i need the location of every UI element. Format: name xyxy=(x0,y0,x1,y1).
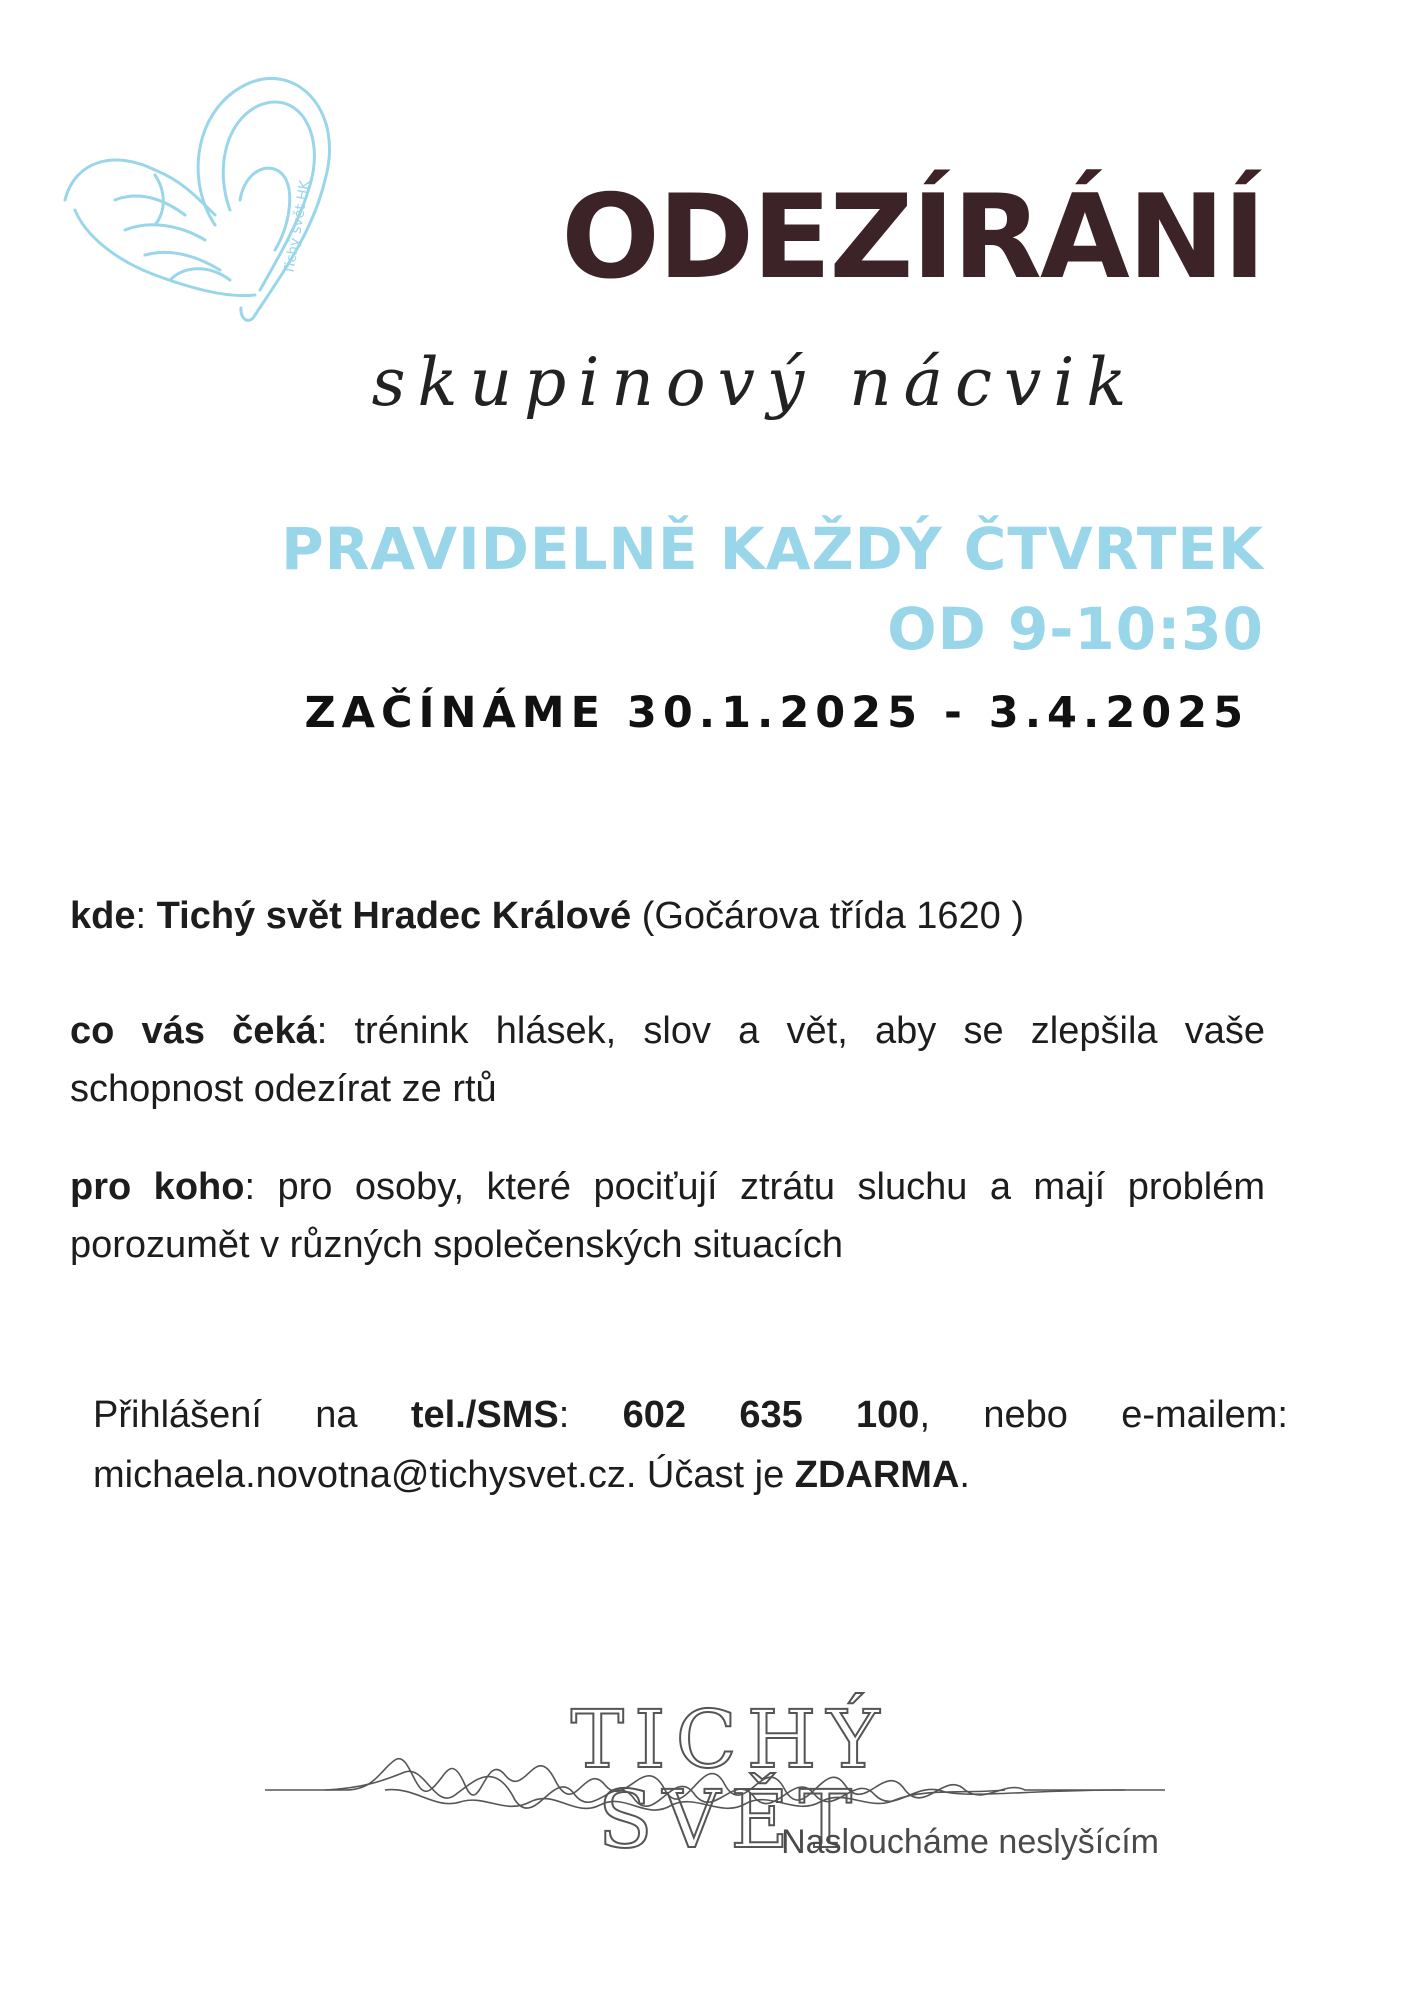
contact-prefix: Přihlášení na xyxy=(93,1394,411,1436)
contact-free-badge: ZDARMA xyxy=(794,1454,960,1496)
info-for-whom xyxy=(70,1158,1265,1274)
contact-separator: : xyxy=(558,1394,623,1436)
brand-tagline: Nasloucháme neslyšícím xyxy=(781,1823,1159,1861)
logo-caption: Tichý svět HK xyxy=(281,179,314,276)
info-what-text: : trénink hlásek, slov a vět, aby se zlepšila vaše schopnost odezírat ze rtů xyxy=(70,1010,1266,1110)
info-what-label: co vás čeká xyxy=(70,1010,317,1052)
info-for-whom-text: : pro osoby, které pociťují ztrátu sluchu a mají problém porozumět v různých společenských situacích xyxy=(70,1166,1265,1266)
subtitle: skupinový nácvik xyxy=(371,344,1139,421)
heart-hands-logo xyxy=(55,50,345,335)
info-for-whom-label: pro koho xyxy=(70,1166,245,1208)
brand-name: TICHÝ SVĚT xyxy=(570,1693,890,1866)
contact-phone-label: tel./SMS xyxy=(410,1394,559,1436)
contact-end: . xyxy=(959,1454,970,1496)
contact-phone: 602 635 100 xyxy=(622,1394,920,1436)
date-range: ZAČÍNÁME 30.1.2025 - 3.4.2025 xyxy=(304,688,1249,738)
info-location-address: (Gočárova třída 1620 ) xyxy=(631,895,1025,937)
info-location-label: kde xyxy=(70,895,136,937)
info-what-awaits xyxy=(70,1002,1265,1118)
info-location xyxy=(70,887,1270,945)
info-location-place: Tichý svět Hradec Králové xyxy=(156,895,632,937)
info-location-separator: : xyxy=(135,895,157,937)
schedule-time: OD 9-10:30 xyxy=(887,595,1264,663)
page-title: ODEZÍRÁNÍ xyxy=(561,170,1264,305)
schedule-day: PRAVIDELNĚ KAŽDÝ ČTVRTEK xyxy=(281,515,1264,583)
contact-email-text: , nebo e-mailem: michaela.novotna@tichysvet.cz. Účast je xyxy=(93,1394,1288,1496)
contact-info xyxy=(93,1385,1288,1505)
